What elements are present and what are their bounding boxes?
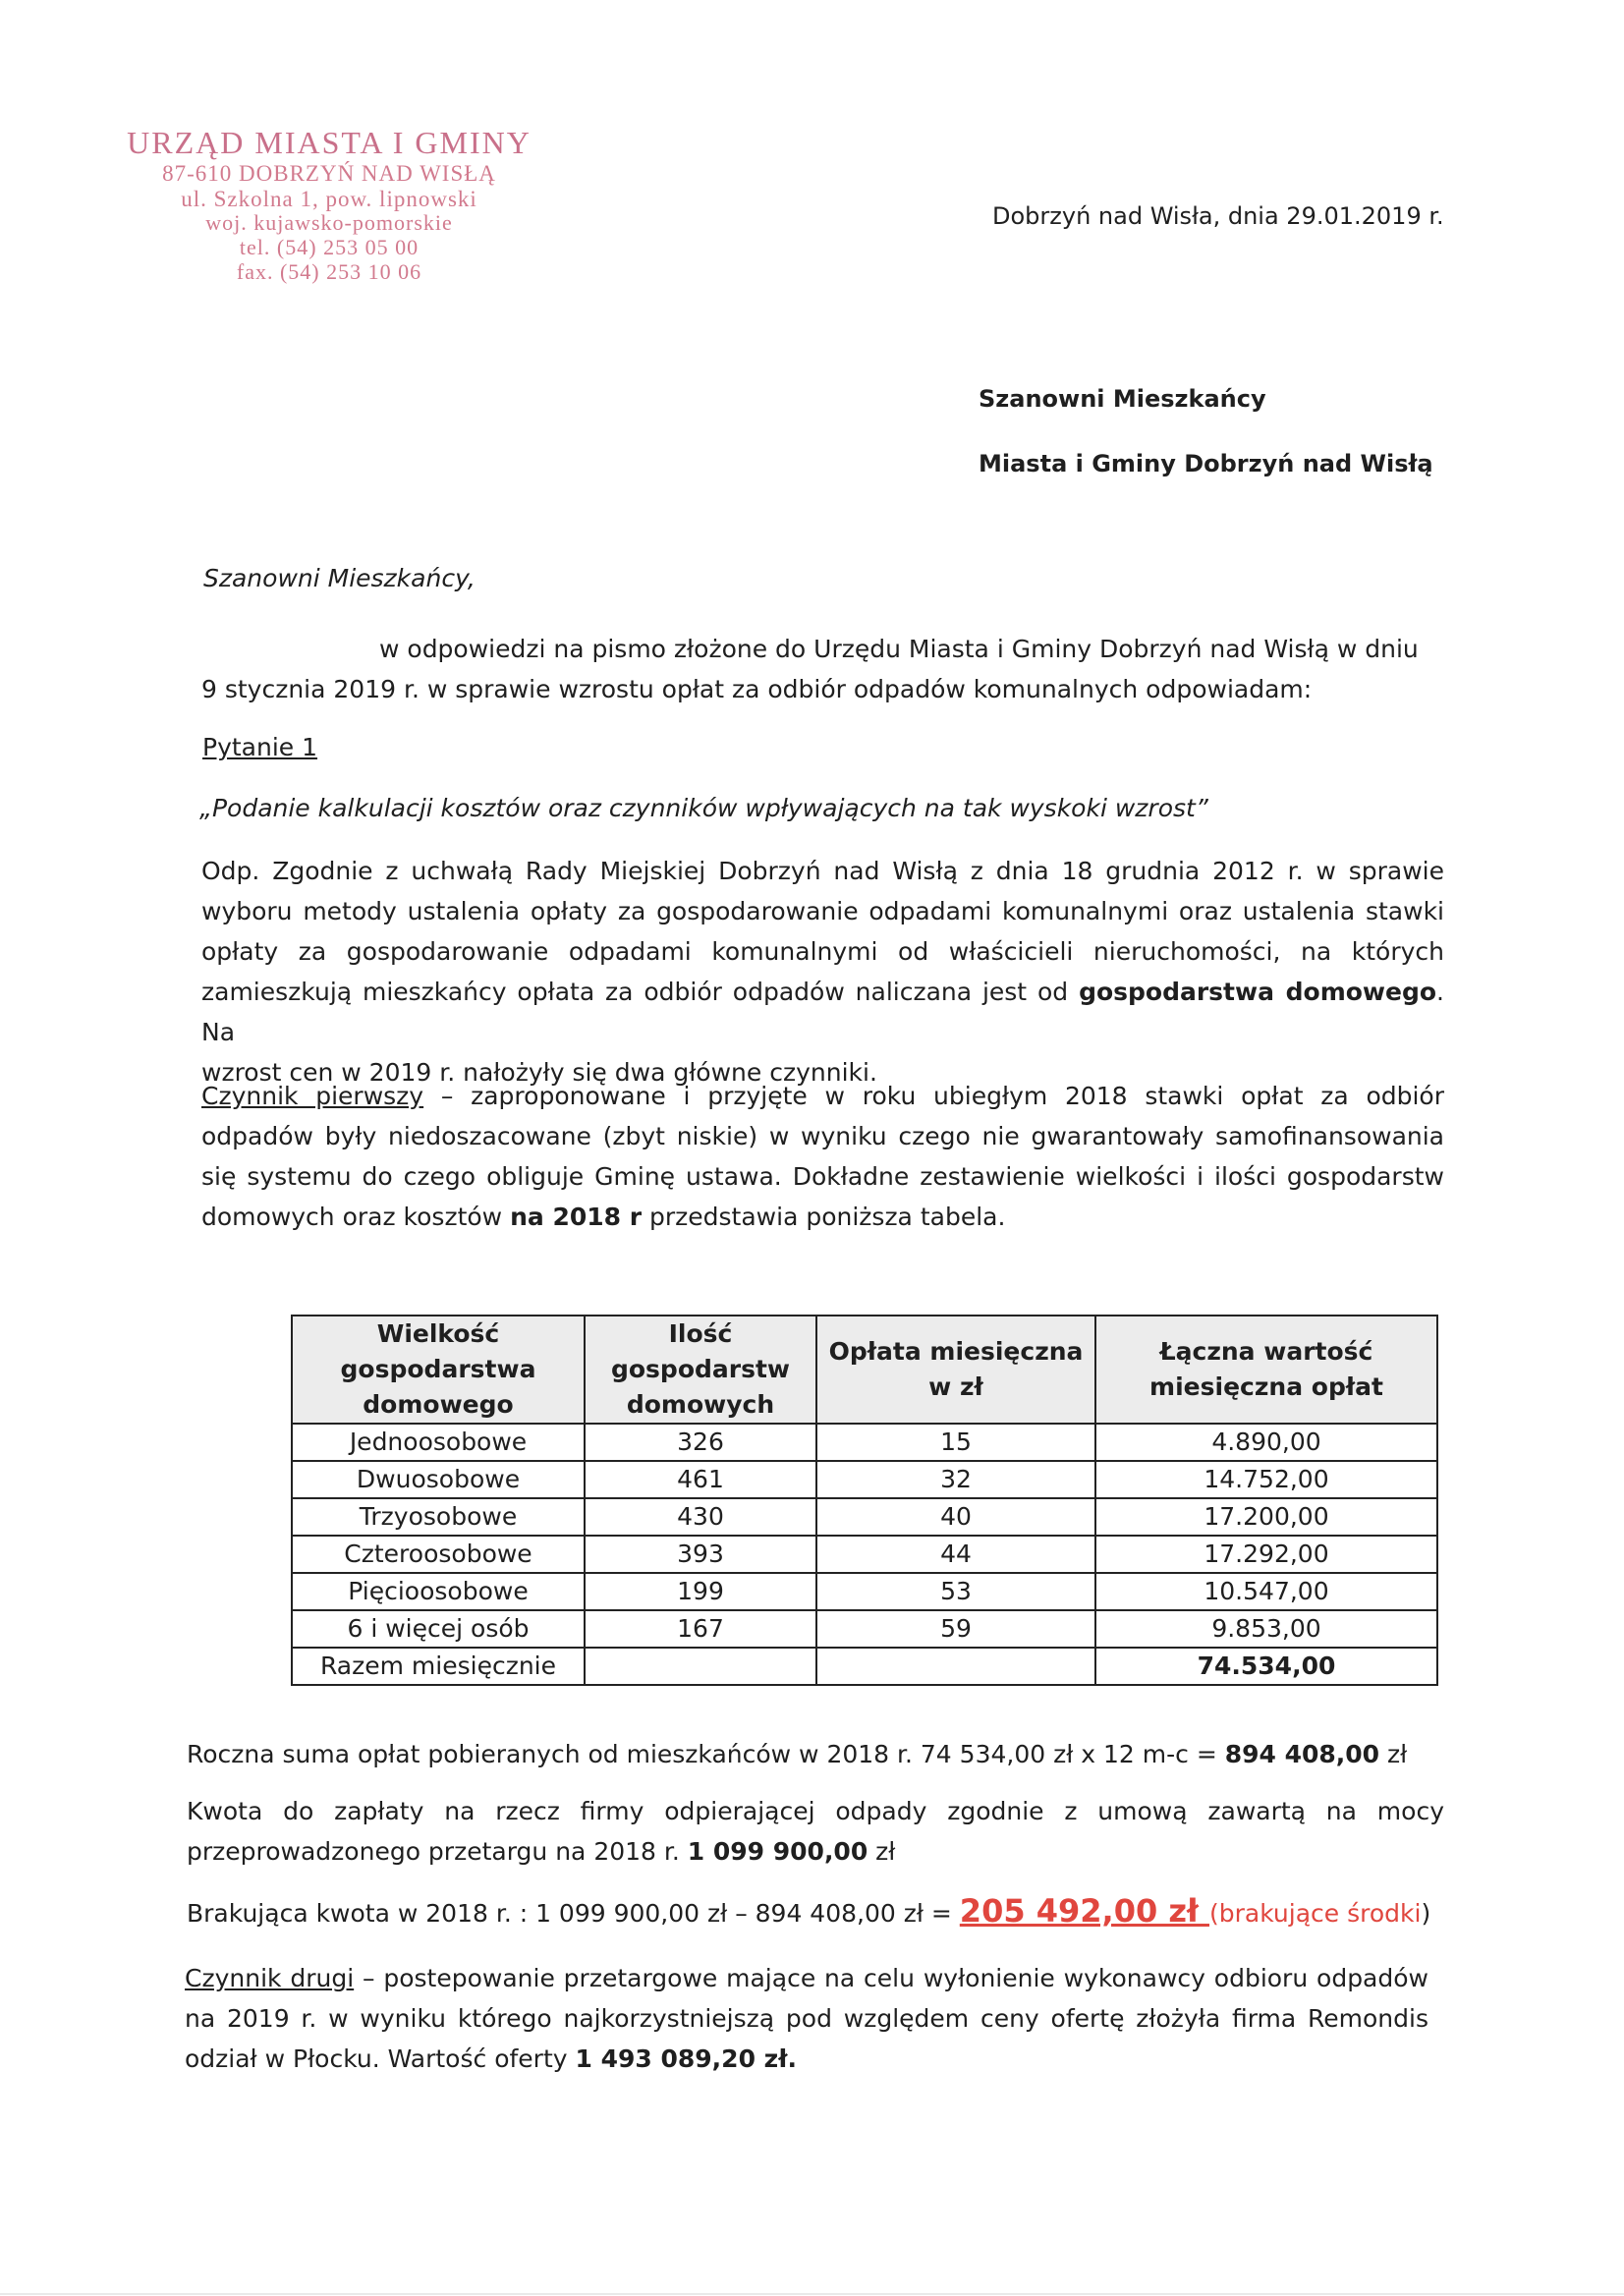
table-cell: 326 (585, 1424, 816, 1461)
answer-line-1: Odp. Zgodnie z uchwałą Rady Miejskiej Dobrzyń nad Wisłą z dnia 18 grudnia 2012 r. w sprawie (201, 857, 1444, 885)
stamp-office-name: URZĄD MIASTA I GMINY (127, 125, 532, 160)
table-cell: 17.292,00 (1095, 1536, 1437, 1573)
table-cell: 9.853,00 (1095, 1610, 1437, 1648)
answer-line-5: wzrost cen w 2019 r. nałożyły się dwa główne czynniki. (201, 1058, 877, 1087)
stamp-fax: fax. (54) 253 10 06 (236, 258, 422, 284)
total-value: 74.534,00 (1095, 1648, 1437, 1685)
table-cell: 32 (816, 1461, 1095, 1498)
table-cell: 15 (816, 1424, 1095, 1461)
contract-line-2: przeprowadzonego przetargu na 2018 r. 1 099 900,00 zł (187, 1837, 896, 1866)
table-cell: 167 (585, 1610, 816, 1648)
table-cell: Jednoosobowe (292, 1424, 585, 1461)
table-header-row (292, 1316, 1437, 1424)
table-cell: Pięcioosobowe (292, 1573, 585, 1610)
factor-1-line-3: się systemu do czego obliguje Gminę ustawa. Dokładne zestawienie wielkości i ilości gospodarstw (201, 1162, 1444, 1191)
table-total-row (292, 1648, 1437, 1685)
table-cell: 40 (816, 1498, 1095, 1536)
table-row (292, 1424, 1437, 1461)
table-cell: 393 (585, 1536, 816, 1573)
table-cell: 199 (585, 1573, 816, 1610)
table-cell: 59 (816, 1610, 1095, 1648)
answer-line-3: opłaty za gospodarowanie odpadami komunalnymi od właścicieli nieruchomości, na których (201, 937, 1444, 966)
answer-line-2: wyboru metody ustalenia opłaty za gospodarowanie odpadami komunalnymi oraz ustalenia stawki (201, 897, 1444, 925)
letter-date: Dobrzyń nad Wisła, dnia 29.01.2019 r. (992, 202, 1444, 230)
table-row (292, 1498, 1437, 1536)
office-stamp (118, 126, 540, 284)
household-fees-table (291, 1315, 1438, 1686)
factor-1-paragraph (201, 1076, 1444, 1237)
column-header-monthly-total: Łączna wartość miesięczna opłat (1095, 1316, 1437, 1424)
scan-edge (0, 2293, 1624, 2295)
shortfall-line: Brakująca kwota w 2018 r. : 1 099 900,00 zł – 894 408,00 zł = 205 492,00 zł (brakujące środki) (187, 1892, 1431, 1930)
table-cell: 4.890,00 (1095, 1424, 1437, 1461)
addressee-line-1: Szanowni Mieszkańcy (979, 385, 1266, 413)
table-cell: 14.752,00 (1095, 1461, 1437, 1498)
total-label: Razem miesięcznie (292, 1648, 585, 1685)
stamp-voivodeship: woj. kujawsko-pomorskie (205, 210, 453, 236)
factor-1-line-4: domowych oraz kosztów na 2018 r przedstawia poniższa tabela. (201, 1203, 1006, 1231)
factor-1-line-2: odpadów były niedoszacowane (zbyt niskie) w wyniku czego nie gwarantowały samofinansowania (201, 1122, 1444, 1150)
table-row (292, 1610, 1437, 1648)
table-cell: 6 i więcej osób (292, 1610, 585, 1648)
addressee-line-2: Miasta i Gminy Dobrzyń nad Wisłą (979, 450, 1433, 477)
contract-line-1: Kwota do zapłaty na rzecz firmy odpierającej odpady zgodnie z umową zawartą na mocy (187, 1797, 1444, 1825)
factor-2-line-2: na 2019 r. w wyniku którego najkorzystniejszą pod względem ceny ofertę złożyła firma Remondis (185, 2004, 1428, 2033)
table-row (292, 1461, 1437, 1498)
table-cell: Czteroosobowe (292, 1536, 585, 1573)
shortfall-note: (brakujące środki (1209, 1899, 1422, 1928)
factor-2-paragraph (185, 1958, 1428, 2079)
column-header-monthly-fee: Opłata miesięczna w zł (816, 1316, 1095, 1424)
table-cell: 53 (816, 1573, 1095, 1610)
answer-paragraph (201, 851, 1444, 1092)
factor-2-label: Czynnik drugi (185, 1964, 355, 1992)
intro-line-1: w odpowiedzi na pismo złożone do Urzędu Miasta i Gminy Dobrzyń nad Wisłą w dniu (379, 635, 1419, 663)
empty-cell (816, 1648, 1095, 1685)
factor-1-line-1: Czynnik pierwszy – zaproponowane i przyjęte w roku ubiegłym 2018 stawki opłat za odbiór (201, 1082, 1445, 1110)
table-cell: 44 (816, 1536, 1095, 1573)
column-header-household-count: Ilość gospodarstw domowych (585, 1316, 816, 1424)
table-cell: 461 (585, 1461, 816, 1498)
empty-cell (585, 1648, 816, 1685)
question-1-quote: „Podanie kalkulacji kosztów oraz czynników wpływających na tak wyskoki wzrost” (199, 794, 1208, 822)
shortfall-amount: 205 492,00 zł (959, 1892, 1209, 1930)
greeting: Szanowni Mieszkańcy, (203, 564, 476, 592)
factor-2-line-3: odział w Płocku. Wartość oferty 1 493 089,20 zł. (185, 2044, 797, 2073)
column-header-household-size: Wielkość gospodarstwa domowego (292, 1316, 585, 1424)
answer-line-4: zamieszkują mieszkańcy opłata za odbiór odpadów naliczana jest od gospodarstwa domowego. Na (201, 978, 1444, 1046)
stamp-phone: tel. (54) 253 05 00 (239, 234, 420, 259)
stamp-postal-code: 87-610 DOBRZYŃ NAD WISŁĄ (162, 160, 496, 186)
table-cell: 430 (585, 1498, 816, 1536)
factor-1-label: Czynnik pierwszy (201, 1082, 424, 1110)
table-cell: 17.200,00 (1095, 1498, 1437, 1536)
stamp-street: ul. Szkolna 1, pow. lipnowski (181, 186, 477, 211)
question-1-heading: Pytanie 1 (202, 733, 318, 761)
intro-paragraph (201, 629, 1444, 709)
table-row (292, 1573, 1437, 1610)
table-row (292, 1536, 1437, 1573)
table-cell: 10.547,00 (1095, 1573, 1437, 1610)
intro-line-2: 9 stycznia 2019 r. w sprawie wzrostu opłat za odbiór odpadów komunalnych odpowiadam: (201, 675, 1313, 703)
table-cell: Trzyosobowe (292, 1498, 585, 1536)
factor-2-line-1: Czynnik drugi – postepowanie przetargowe mające na celu wyłonienie wykonawcy odbioru odpadów (185, 1964, 1428, 1992)
contract-paragraph (187, 1791, 1444, 1872)
annual-sum-line: Roczna suma opłat pobieranych od mieszkańców w 2018 r. 74 534,00 zł x 12 m-c = 894 408,00 zł (187, 1740, 1408, 1768)
table-cell: Dwuosobowe (292, 1461, 585, 1498)
